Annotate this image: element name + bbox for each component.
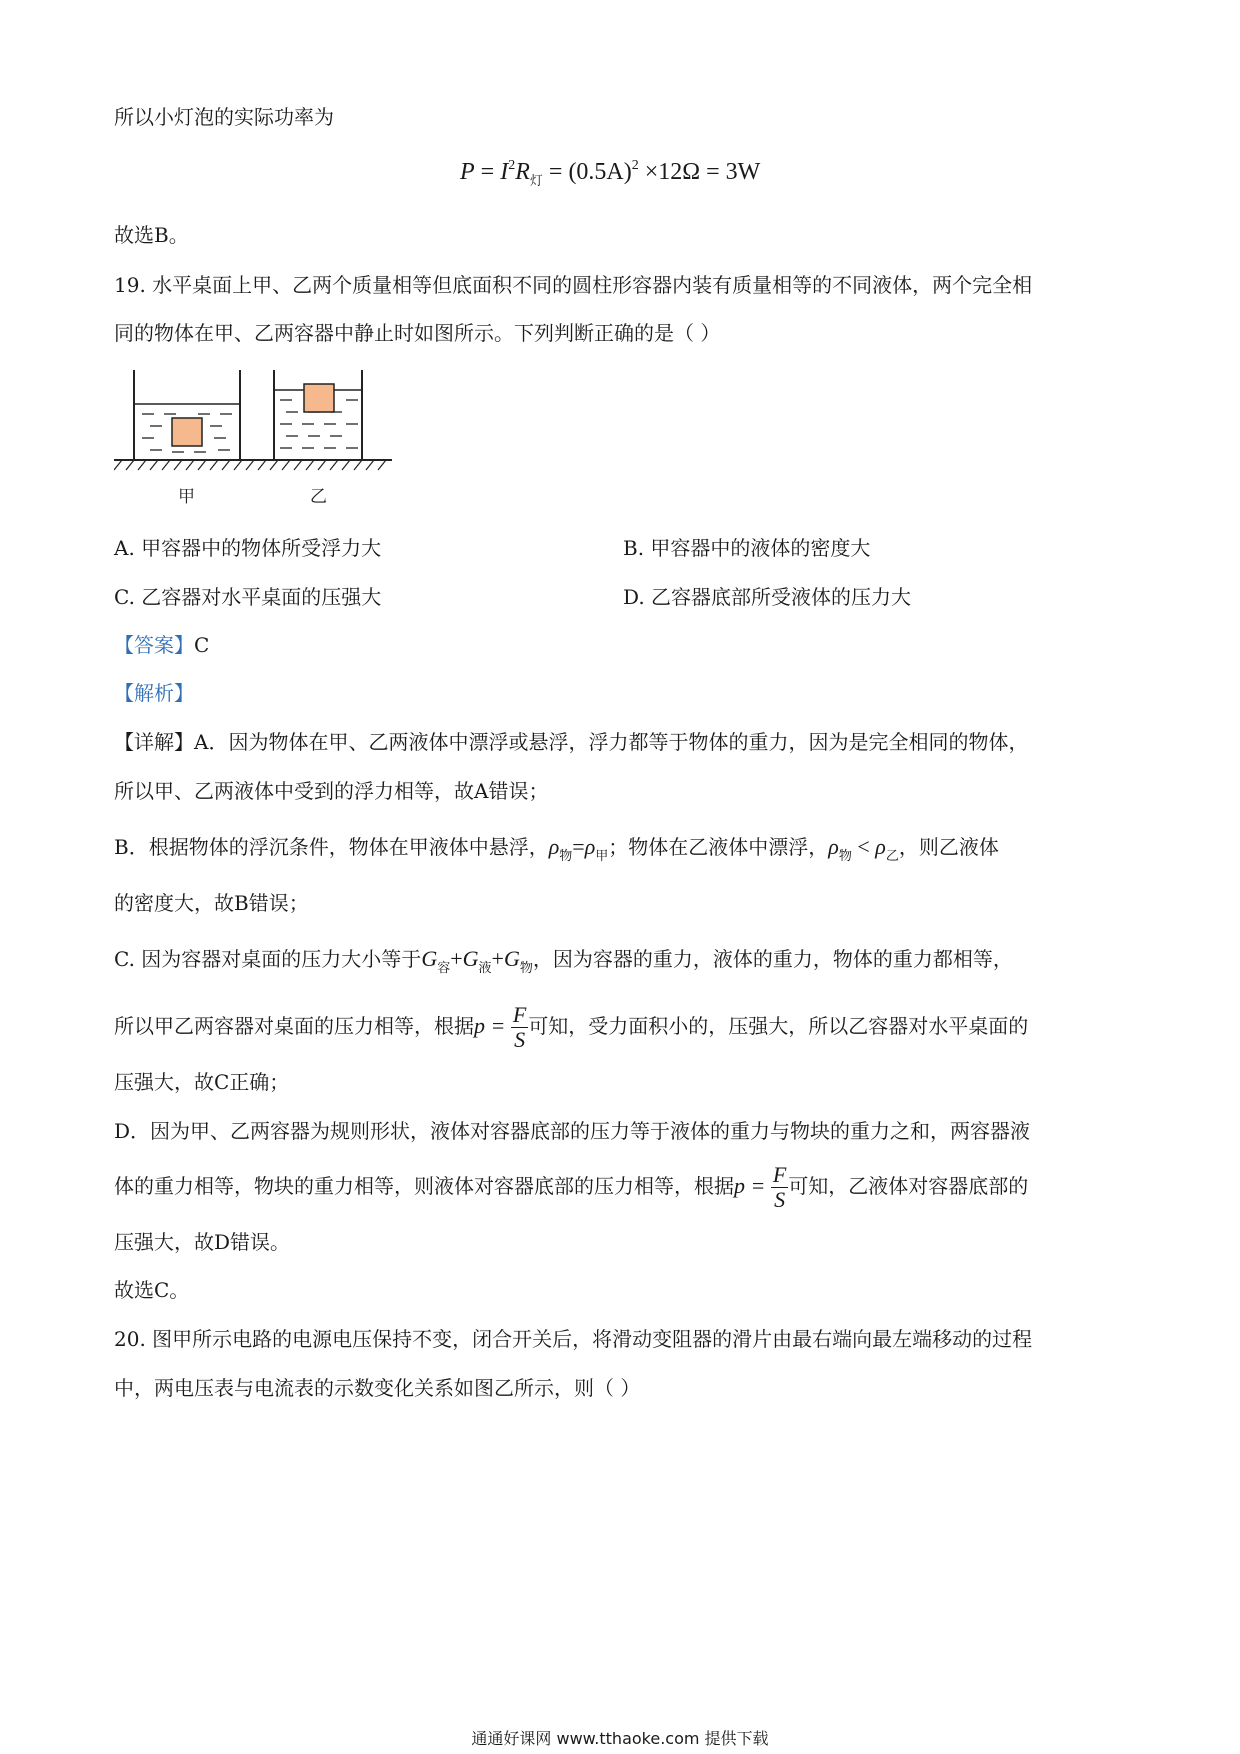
rho-symbol: ρ (875, 834, 886, 859)
question-19-stem: 19. 水平桌面上甲、乙两个质量相等但底面积不同的圆柱形容器内装有质量相等的不同液体，两个完全相 (114, 273, 1033, 297)
option-b: B. 甲容器中的液体的密度大 (623, 536, 871, 560)
answer-tag: 【答案】 (114, 633, 194, 657)
label-jia: 甲 (178, 487, 195, 507)
fraction-numerator: F (772, 1162, 787, 1187)
text-span: 所以甲乙两容器对桌面的压力相等，根据 (114, 1014, 474, 1038)
fraction-denominator: S (514, 1027, 526, 1052)
math-op: = (572, 834, 585, 859)
question-19-stem: 同的物体在甲、乙两容器中静止时如图所示。下列判断正确的是（ ） (114, 321, 721, 345)
rho-symbol: ρ (828, 834, 839, 859)
detail-d-line (114, 1160, 1028, 1212)
text-line: 故选B。 (114, 223, 189, 247)
detail-c-line (114, 946, 1013, 982)
detail-d-line: D．因为甲、乙两容器为规则形状，液体对容器底部的压力等于液体的重力与物块的重力之和，两容器液 (114, 1119, 1031, 1143)
text-span: ，则乙液体 (898, 835, 999, 859)
subscript: 液 (478, 961, 492, 976)
answer-value: C (194, 633, 210, 657)
container-jia (134, 370, 240, 460)
text-span: 可知，受力面积小的，压强大，所以乙容器对水平桌面的 (528, 1014, 1029, 1038)
detail-line: 【详解】A．因为物体在甲、乙两液体中漂浮或悬浮，浮力都等于物体的重力，因为是完全相同的物体， (114, 730, 1029, 754)
g-symbol: G (503, 946, 520, 971)
text-span: ；物体在乙液体中漂浮， (608, 835, 829, 859)
container-yi (274, 370, 362, 460)
formula-symbol: 2 (508, 158, 516, 173)
subscript: 容 (437, 961, 451, 976)
subscript: 乙 (885, 849, 899, 864)
g-symbol: G (421, 946, 438, 971)
math-op: + (450, 946, 463, 971)
math-op: < (851, 834, 876, 859)
option-a: A. 甲容器中的物体所受浮力大 (114, 536, 382, 560)
detail-line: 所以甲、乙两液体中受到的浮力相等，故A错误； (114, 779, 549, 803)
detail-b-line (114, 834, 999, 870)
detail-c-line: 压强大，故C正确； (114, 1070, 290, 1094)
formula-symbol: 2 (631, 158, 639, 173)
subscript: 物 (838, 849, 852, 864)
text-span: C. 因为容器对桌面的压力大小等于 (114, 947, 422, 971)
formula-symbol: I (500, 159, 509, 185)
option-d: D. 乙容器底部所受液体的压力大 (623, 585, 912, 609)
block-yi (304, 384, 334, 412)
detail-d-line: 压强大，故D错误。 (114, 1230, 291, 1254)
text-span: ，因为容器的重力，液体的重力，物体的重力都相等， (532, 947, 1013, 971)
table-surface (114, 460, 392, 470)
formula-symbol: 灯 (529, 173, 543, 188)
fraction-denominator: S (774, 1187, 786, 1212)
math-op: + (491, 946, 504, 971)
subscript: 甲 (595, 849, 609, 864)
rho-symbol: ρ (548, 834, 560, 859)
p-symbol: p = (474, 1013, 511, 1038)
fraction-numerator: F (512, 1002, 527, 1027)
text-span: 体的重力相等，物块的重力相等，则液体对容器底部的压力相等，根据 (114, 1174, 734, 1198)
detail-b-line: 的密度大，故B错误； (114, 891, 309, 915)
formula-symbol: = (474, 159, 501, 185)
subscript: 物 (519, 961, 533, 976)
containers-figure (114, 368, 394, 508)
detail-c-line (114, 1000, 1028, 1052)
subscript: 物 (559, 849, 573, 864)
label-yi: 乙 (310, 487, 327, 507)
rho-symbol: ρ (584, 834, 596, 859)
choose-line: 故选C。 (114, 1278, 190, 1302)
power-formula (460, 158, 760, 189)
page-footer: 通通好课网 www.tthaoke.com 提供下载 (471, 1729, 769, 1748)
formula-symbol: R (515, 159, 530, 185)
question-20-stem: 中，两电压表与电流表的示数变化关系如图乙所示，则（ ） (114, 1376, 641, 1400)
text-line: 所以小灯泡的实际功率为 (114, 105, 334, 129)
analysis-tag: 【解析】 (114, 681, 194, 705)
option-c: C. 乙容器对水平桌面的压强大 (114, 585, 382, 609)
formula-symbol: P (460, 159, 475, 185)
text-span: 可知，乙液体对容器底部的 (788, 1174, 1029, 1198)
formula-symbol: = (0.5A) (542, 159, 632, 185)
fraction-f-over-s (771, 1163, 788, 1212)
text-span: B．根据物体的浮沉条件，物体在甲液体中悬浮， (114, 835, 549, 859)
block-jia (172, 418, 202, 446)
formula-symbol: ×12Ω = 3W (638, 159, 761, 185)
g-symbol: G (462, 946, 479, 971)
p-symbol: p = (734, 1173, 771, 1198)
question-20-stem: 20. 图甲所示电路的电源电压保持不变，闭合开关后，将滑动变阻器的滑片由最右端向最左端移动的过程 (114, 1327, 1033, 1351)
fraction-f-over-s (511, 1003, 528, 1052)
answer-line (114, 632, 209, 658)
